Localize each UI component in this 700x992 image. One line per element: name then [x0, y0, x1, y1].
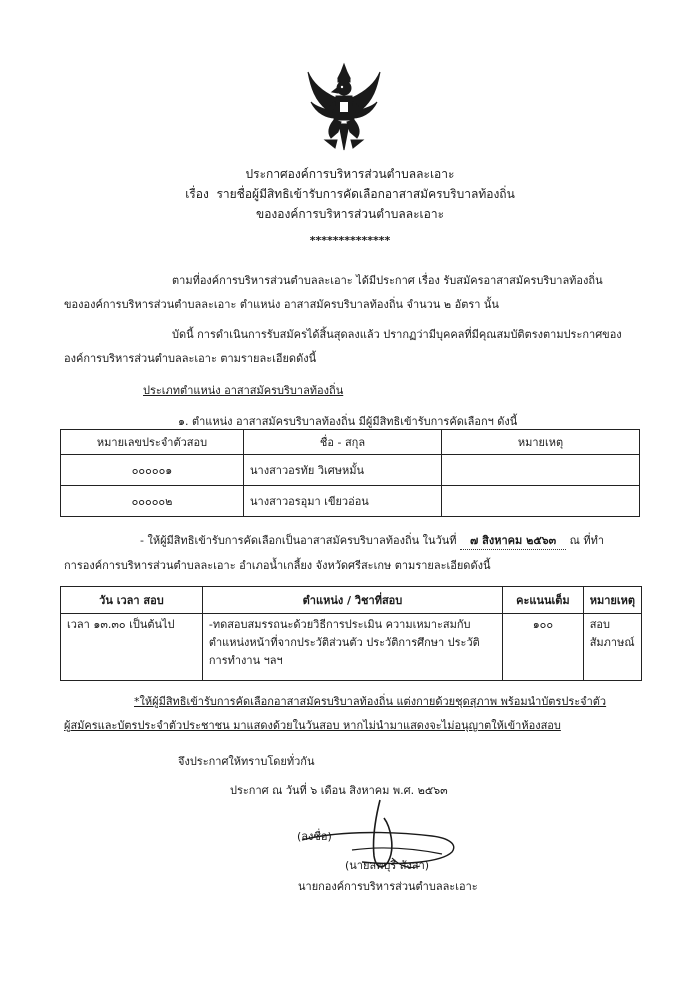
name-cell: นางสาวอรทัย วิเศษหมั้น	[244, 455, 442, 486]
name-cell: นางสาวอรอุมา เขียวอ่อน	[244, 486, 442, 517]
full-score-cell: ๑๐๐	[503, 614, 584, 681]
subject-label: เรื่อง	[185, 187, 209, 201]
header-exam-id: หมายเลขประจำตัวสอบ	[61, 430, 244, 455]
exam-subject-cell	[202, 614, 502, 681]
header-remark: หมายเหตุ	[583, 587, 641, 614]
paragraph-1-line-2: ขององค์การบริหารส่วนตำบลละเอาะ ตำแหน่ง อาสาสมัครบริบาลท้องถิ่น จำนวน ๒ อัตรา นั้น	[64, 298, 499, 311]
sign-label: (ลงชื่อ)	[297, 830, 332, 843]
paragraph-2-line-2: องค์การบริหารส่วนตำบลละเอาะ ตามรายละเอียดดังนี้	[64, 352, 317, 365]
table-header-row	[61, 430, 640, 455]
paragraph-1-line-1: ตามที่องค์การบริหารส่วนตำบลละเอาะ ได้มีประกาศ เรื่อง รับสมัครอาสาสมัครบริบาลท้องถิ่น	[172, 274, 603, 287]
table-row	[61, 486, 640, 517]
subject-line: การทำงาน ฯลฯ	[208, 654, 283, 667]
notice-line-1: *ให้ผู้มีสิทธิเข้ารับการคัดเลือกอาสาสมัครบริบาลท้องถิ่น แต่งกายด้วยชุดสุภาพ พร้อมนำบัตรประจำตัว	[134, 695, 607, 708]
subject-text: รายชื่อผู้มีสิทธิเข้ารับการคัดเลือกอาสาสมัครบริบาลท้องถิ่น	[216, 187, 515, 201]
table-row	[61, 614, 642, 681]
subject-line: -ทดสอบสมรรถนะด้วยวิธีการประเมิน ความเหมาะสมกับ	[208, 618, 471, 631]
notice-line-2: ผู้สมัครและบัตรประจำตัวประชาชน มาแสดงด้วยในวันสอบ หากไม่นำมาแสดงจะไม่อนุญาตให้เข้าห้องสอบ	[64, 719, 561, 732]
signer-name: (นายลพบุรี สังสา)	[345, 859, 430, 872]
header-full-score: คะแนนเต็ม	[503, 587, 584, 614]
exam-id-cell: ๐๐๐๐๐๑	[61, 455, 244, 486]
header-separator: **************	[309, 234, 391, 247]
header-title: ประกาศองค์การบริหารส่วนตำบลละเอาะ	[245, 167, 455, 181]
header-note: หมายเหตุ	[442, 430, 640, 455]
note-cell	[442, 486, 640, 517]
exam-line-1	[140, 531, 604, 550]
closing-date: ประกาศ ณ วันที่ ๖ เดือน สิงหาคม พ.ศ. ๒๕๖๓	[230, 784, 448, 797]
item-1-text: ๑. ตำแหน่ง อาสาสมัครบริบาลท้องถิ่น มีผู้มีสิทธิเข้ารับการคัดเลือกฯ ดังนี้	[178, 415, 518, 428]
signer-position: นายกองค์การบริหารส่วนตำบลละเอาะ	[298, 880, 478, 893]
closing-announce: จึงประกาศให้ทราบโดยทั่วกัน	[178, 755, 315, 768]
header-name: ชื่อ - สกุล	[244, 430, 442, 455]
header-subject: ตำแหน่ง / วิชาที่สอบ	[202, 587, 502, 614]
section-title: ประเภทตำแหน่ง อาสาสมัครบริบาลท้องถิ่น	[143, 384, 344, 397]
candidates-table	[60, 429, 640, 517]
header-org: ขององค์การบริหารส่วนตำบลละเอาะ	[255, 207, 445, 221]
header-exam-time: วัน เวลา สอบ	[61, 587, 203, 614]
remark-cell: สอบสัมภาษณ์	[583, 614, 641, 681]
table-row	[61, 455, 640, 486]
exam-schedule-table	[60, 586, 642, 681]
exam-line-1-start: - ให้ผู้มีสิทธิเข้ารับการคัดเลือกเป็นอาสาสมัครบริบาลท้องถิ่น ในวันที่	[140, 534, 457, 547]
exam-date: ๗ สิงหาคม ๒๕๖๓	[460, 531, 566, 550]
table-header-row	[61, 587, 642, 614]
exam-line-1-end: ณ ที่ทำ	[569, 534, 605, 547]
exam-id-cell: ๐๐๐๐๐๒	[61, 486, 244, 517]
paragraph-2-line-1: บัดนี้ การดำเนินการรับสมัครได้สิ้นสุดลงแล้ว ปรากฏว่ามีบุคคลที่มีคุณสมบัติตรงตามประกาศของ	[172, 328, 622, 341]
garuda-emblem-icon	[305, 62, 383, 154]
subject-line: ตำแหน่งหน้าที่จากประวัติส่วนตัว ประวัติการศึกษา ประวัติ	[208, 636, 480, 649]
exam-time-cell: เวลา ๑๓.๓๐ เป็นต้นไป	[61, 614, 203, 681]
note-cell	[442, 455, 640, 486]
exam-line-2: การองค์การบริหารส่วนตำบลละเอาะ อำเภอน้ำเกลี้ยง จังหวัดศรีสะเกษ ตามรายละเอียดดังนี้	[64, 559, 491, 572]
header-subject	[0, 185, 700, 204]
